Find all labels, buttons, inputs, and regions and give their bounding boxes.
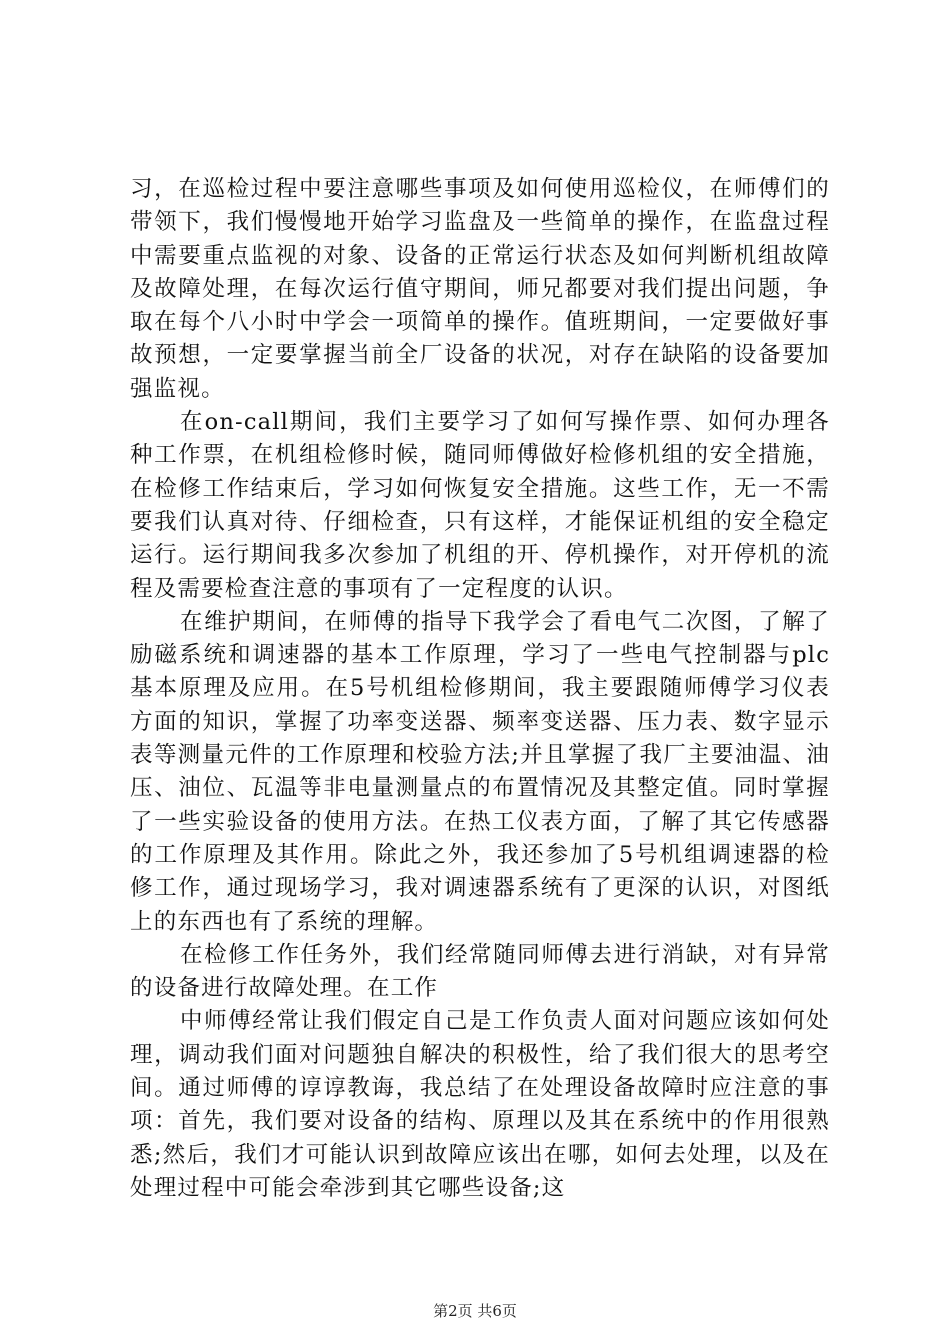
paragraph-master-guidance: 中师傅经常让我们假定自己是工作负责人面对问题应该如何处理，调动我们面对问题独自解决的积极性，给了我们很大的思考空间。通过师傅的谆谆教诲，我总结了在处理设备故障时应注意的事项：首先，我们要对设备的结构、原理以及其在系统中的作用很熟悉;然后，我们才可能认识到故障应该出在哪，如何去处理，以及在处理过程中可能会牵涉到其它哪些设备;这 xyxy=(130,1008,830,1201)
page-footer xyxy=(0,1301,950,1321)
paragraph-defect-handling: 在检修工作任务外，我们经常随同师傅去进行消缺，对有异常的设备进行故障处理。在工作 xyxy=(130,941,830,1002)
paragraph-continuation: 习，在巡检过程中要注意哪些事项及如何使用巡检仪，在师傅们的带领下，我们慢慢地开始学习监盘及一些简单的操作，在监盘过程中需要重点监视的对象、设备的正常运行状态及如何判断机组故障及故障处理，在每次运行值守期间，师兄都要对我们提出问题，争取在每个八小时中学会一项简单的操作。值班期间，一定要做好事故预想，一定要掌握当前全厂设备的状况，对存在缺陷的设备要加强监视。 xyxy=(130,176,830,402)
paragraph-maintenance: 在维护期间，在师傅的指导下我学会了看电气二次图，了解了励磁系统和调速器的基本工作原理，学习了一些电气控制器与plc基本原理及应用。在5号机组检修期间，我主要跟随师傅学习仪表方面的知识，掌握了功率变送器、频率变送器、压力表、数字显示表等测量元件的工作原理和校验方法;并且掌握了我厂主要油温、油压、油位、瓦温等非电量测量点的布置情况及其整定值。同时掌握了一些实验设备的使用方法。在热工仪表方面，了解了其它传感器的工作原理及其作用。除此之外，我还参加了5号机组调速器的检修工作，通过现场学习，我对调速器系统有了更深的认识，对图纸上的东西也有了系统的理解。 xyxy=(130,608,830,935)
page-number: 第2页 共6页 xyxy=(433,1302,517,1320)
paragraph-on-call: 在on-call期间，我们主要学习了如何写操作票、如何办理各种工作票，在机组检修时候，随同师傅做好检修机组的安全措施，在检修工作结束后，学习如何恢复安全措施。这些工作，无一不需要我们认真对待、仔细检查，只有这样，才能保证机组的安全稳定运行。运行期间我多次参加了机组的开、停机操作，对开停机的流程及需要检查注意的事项有了一定程度的认识。 xyxy=(130,409,830,602)
document-body xyxy=(130,173,830,1205)
